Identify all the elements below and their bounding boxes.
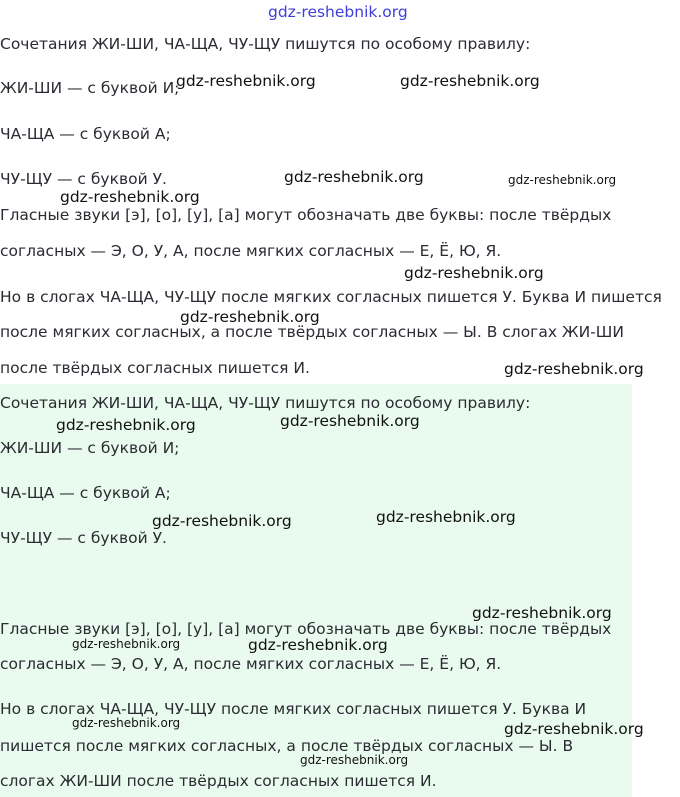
- syllables-line-1: Но в слогах ЧА-ЩА, ЧУ-ЩУ после мягких согласных пишется У. Буква И: [0, 700, 587, 718]
- watermark: gdz-reshebnik.org: [72, 716, 181, 730]
- rule-chu-shchu: ЧУ-ЩУ — с буквой У.: [0, 529, 167, 547]
- rule-cha-shcha: ЧА-ЩА — с буквой А;: [0, 484, 171, 502]
- watermark: gdz-reshebnik.org: [60, 188, 200, 206]
- watermark: gdz-reshebnik.org: [284, 168, 424, 186]
- vowels-line-1: Гласные звуки [э], [о], [у], [а] могут обозначать две буквы: после твёрдых: [0, 620, 612, 638]
- watermark: gdz-reshebnik.org: [504, 720, 644, 738]
- rule-chu-shchu: ЧУ-ЩУ — с буквой У.: [0, 170, 167, 188]
- watermark: gdz-reshebnik.org: [280, 412, 420, 430]
- watermark: gdz-reshebnik.org: [152, 512, 292, 530]
- syllables-line-3: после твёрдых согласных пишется И.: [0, 359, 310, 377]
- watermark: gdz-reshebnik.org: [56, 416, 196, 434]
- watermark: gdz-reshebnik.org: [472, 604, 612, 622]
- rule-cha-shcha: ЧА-ЩА — с буквой А;: [0, 125, 171, 143]
- watermark: gdz-reshebnik.org: [508, 173, 617, 187]
- watermark: gdz-reshebnik.org: [300, 753, 409, 767]
- rule-intro: Сочетания ЖИ-ШИ, ЧА-ЩА, ЧУ-ЩУ пишутся по особому правилу:: [0, 35, 531, 53]
- vowels-line-2: согласных — Э, О, У, А, после мягких согласных — Е, Ё, Ю, Я.: [0, 242, 502, 260]
- syllables-line-1: Но в слогах ЧА-ЩА, ЧУ-ЩУ после мягких согласных пишется У. Буква И пишется: [0, 288, 662, 306]
- syllables-line-2: пишется после мягких согласных, а после твёрдых согласных — Ы. В: [0, 737, 574, 755]
- watermark: gdz-reshebnik.org: [72, 637, 181, 651]
- syllables-line-2: после мягких согласных, а после твёрдых согласных — Ы. В слогах ЖИ-ШИ: [0, 323, 624, 341]
- syllables-line-3: слогах ЖИ-ШИ после твёрдых согласных пишется И.: [0, 772, 437, 790]
- watermark: gdz-reshebnik.org: [400, 72, 540, 90]
- watermark: gdz-reshebnik.org: [180, 308, 320, 326]
- rule-intro: Сочетания ЖИ-ШИ, ЧА-ЩА, ЧУ-ЩУ пишутся по особому правилу:: [0, 394, 531, 412]
- watermark: gdz-reshebnik.org: [248, 636, 388, 654]
- vowels-line-1: Гласные звуки [э], [о], [у], [а] могут обозначать две буквы: после твёрдых: [0, 206, 612, 224]
- watermark: gdz-reshebnik.org: [176, 72, 316, 90]
- watermark: gdz-reshebnik.org: [504, 360, 644, 378]
- rule-zhi-shi: ЖИ-ШИ — с буквой И;: [0, 439, 180, 457]
- header-watermark: gdz-reshebnik.org: [268, 3, 408, 21]
- watermark: gdz-reshebnik.org: [376, 508, 516, 526]
- rule-zhi-shi: ЖИ-ШИ — с буквой И;: [0, 79, 180, 97]
- vowels-line-2: согласных — Э, О, У, А, после мягких согласных — Е, Ё, Ю, Я.: [0, 655, 502, 673]
- watermark: gdz-reshebnik.org: [404, 264, 544, 282]
